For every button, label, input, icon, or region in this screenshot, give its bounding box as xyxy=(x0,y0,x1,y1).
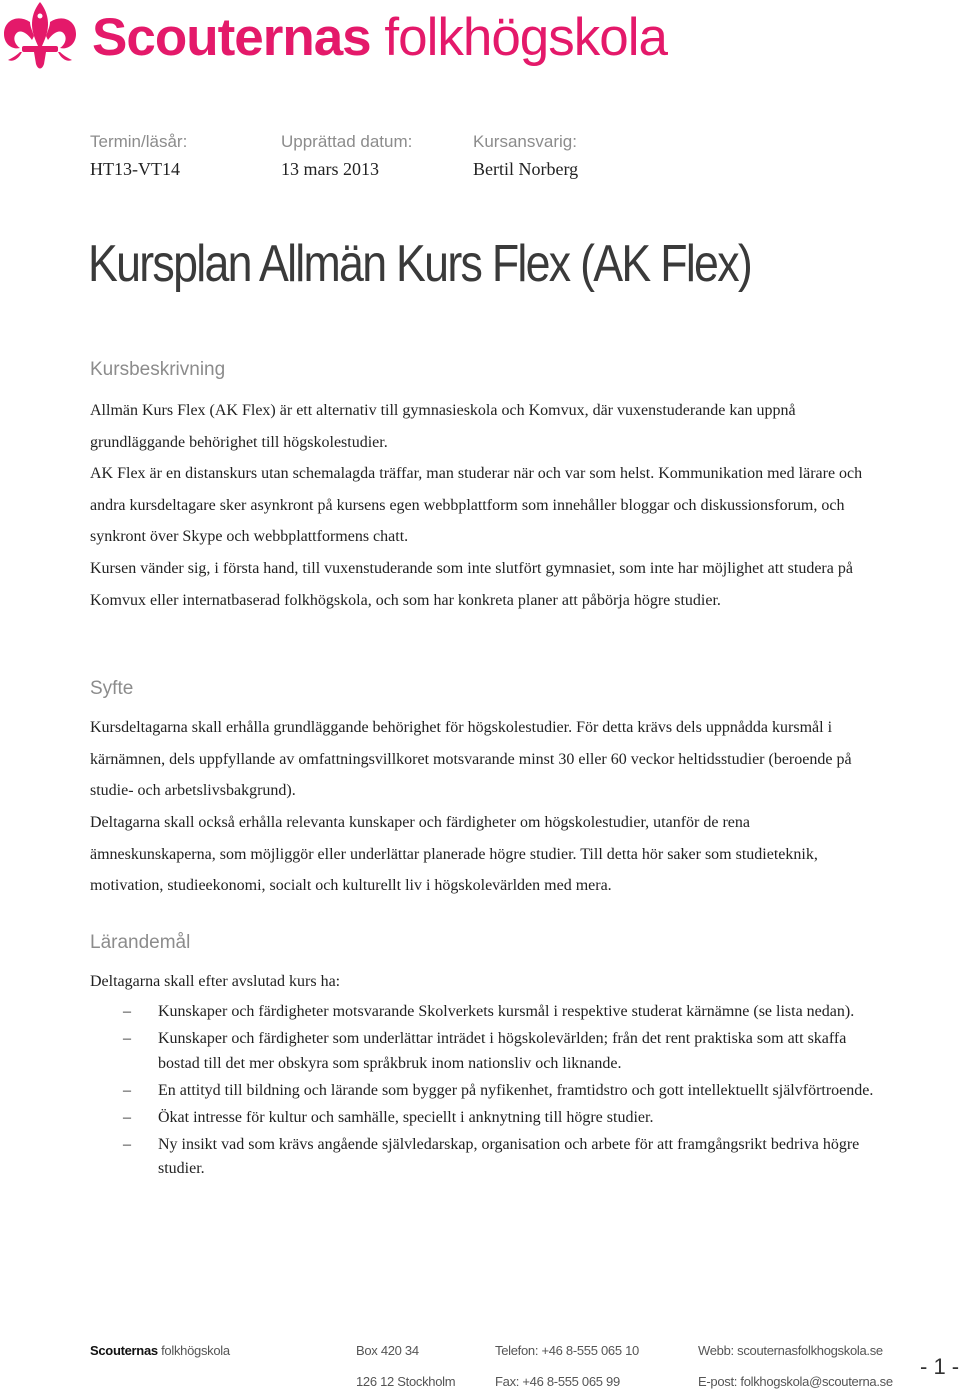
footer-address-2: 126 12 Stockholm xyxy=(356,1374,456,1389)
term-value: HT13-VT14 xyxy=(90,159,180,179)
list-item xyxy=(90,1133,880,1182)
purpose-paragraph-1: Kursdeltagarna skall erhålla grundläggande behörighet för högskolestudier. För detta krävs dels uppnådda kursmål i kärnämnen, dels uppfyllande av omfattningsvillkoret motsvarande minst 30 eller 60 veckor heltidsstudier (beroende på studie- och arbetslivsbakgrund). xyxy=(90,719,852,799)
goals-heading: Lärandemål xyxy=(90,932,191,953)
footer-name-light: folkhögskola xyxy=(157,1343,230,1358)
footer-name xyxy=(90,1343,230,1358)
list-item xyxy=(90,1000,880,1025)
description-paragraph-2: AK Flex är en distanskurs utan schemalagda träffar, man studerar när och var som helst. Kommunikation med lärare och andra kursdeltagare sker asynkront på kursens egen webbplattform som innehåller bloggar och diskussionsforum, och synkront över Skype och webbplattformens chatt. xyxy=(90,465,863,545)
responsible-label: Kursansvarig: xyxy=(473,132,577,151)
list-dash: – xyxy=(123,1108,131,1126)
page-title: Kursplan Allmän Kurs Flex (AK Flex) xyxy=(88,235,752,293)
goal-text: Kunskaper och färdigheter motsvarande Skolverkets kursmål i respektive studerat kärnämne (se lista nedan). xyxy=(158,1003,855,1020)
brand-name-light: folkhögskola xyxy=(370,8,668,67)
list-dash: – xyxy=(123,1003,131,1020)
list-dash: – xyxy=(123,1030,131,1047)
brand-name xyxy=(92,0,667,76)
list-item xyxy=(90,1106,880,1131)
list-item xyxy=(90,1079,880,1104)
description-heading: Kursbeskrivning xyxy=(90,359,226,380)
footer-email-link[interactable]: E-post: folkhogskola@scouterna.se xyxy=(698,1374,893,1389)
footer-address-1: Box 420 34 xyxy=(356,1343,419,1358)
list-dash: – xyxy=(123,1081,131,1099)
purpose-heading: Syfte xyxy=(90,678,134,699)
goals-list xyxy=(90,1000,880,1184)
list-dash: – xyxy=(123,1135,131,1153)
footer-name-bold: Scouternas xyxy=(90,1343,158,1358)
goal-text: Kunskaper och färdigheter som underlättar inträdet i högskolevärlden; från det rent praktiska som att skaffa bostad till det mer obskyra som språkbruk inom nationsliv och liknande. xyxy=(158,1030,847,1072)
goal-text: Ny insikt vad som krävs angående självledarskap, organisation och arbete för att framgångsrikt bedriva högre studier. xyxy=(158,1135,860,1177)
purpose-paragraph-2: Deltagarna skall också erhålla relevanta kunskaper och färdigheter om högskolestudier, utanför de rena ämneskunskaperna, som möjliggör eller underlättar planerade högre studier. Till detta hör saker som studieteknik, motivation, studieekonomi, socialt och kulturellt liv i högskolevärlden med mera. xyxy=(90,814,818,894)
responsible-value: Bertil Norberg xyxy=(473,159,579,179)
footer-web-link[interactable]: Webb: scouternasfolkhogskola.se xyxy=(698,1343,883,1358)
list-item xyxy=(90,1027,880,1076)
created-label: Upprättad datum: xyxy=(281,132,413,151)
page-number: - 1 - xyxy=(920,1354,960,1379)
goal-text: En attityd till bildning och lärande som bygger på nyfikenhet, framtidstro och gott intellektuellt självförtroende. xyxy=(158,1081,874,1099)
goals-intro: Deltagarna skall efter avslutad kurs ha: xyxy=(90,973,341,990)
description-paragraph-1: Allmän Kurs Flex (AK Flex) är ett alternativ till gymnasieskola och Komvux, där vuxenstuderande kan uppnå grundläggande behörighet till högskolestudier. xyxy=(90,402,796,451)
fleur-de-lis-icon xyxy=(0,0,80,72)
term-label: Termin/läsår: xyxy=(90,132,188,151)
description-paragraph-3: Kursen vänder sig, i första hand, till vuxenstuderande som inte slutfört gymnasiet, som inte har möjlighet att studera på Komvux eller internatbaserad folkhögskola, och som har konkreta planer att påbörja högre studier. xyxy=(90,560,853,609)
created-value: 13 mars 2013 xyxy=(281,159,379,179)
footer-fax: Fax: +46 8-555 065 99 xyxy=(495,1374,620,1389)
brand-name-bold: Scouternas xyxy=(92,8,371,67)
goal-text: Ökat intresse för kultur och samhälle, speciellt i anknytning till högre studier. xyxy=(158,1108,654,1126)
footer-phone: Telefon: +46 8-555 065 10 xyxy=(495,1343,639,1358)
